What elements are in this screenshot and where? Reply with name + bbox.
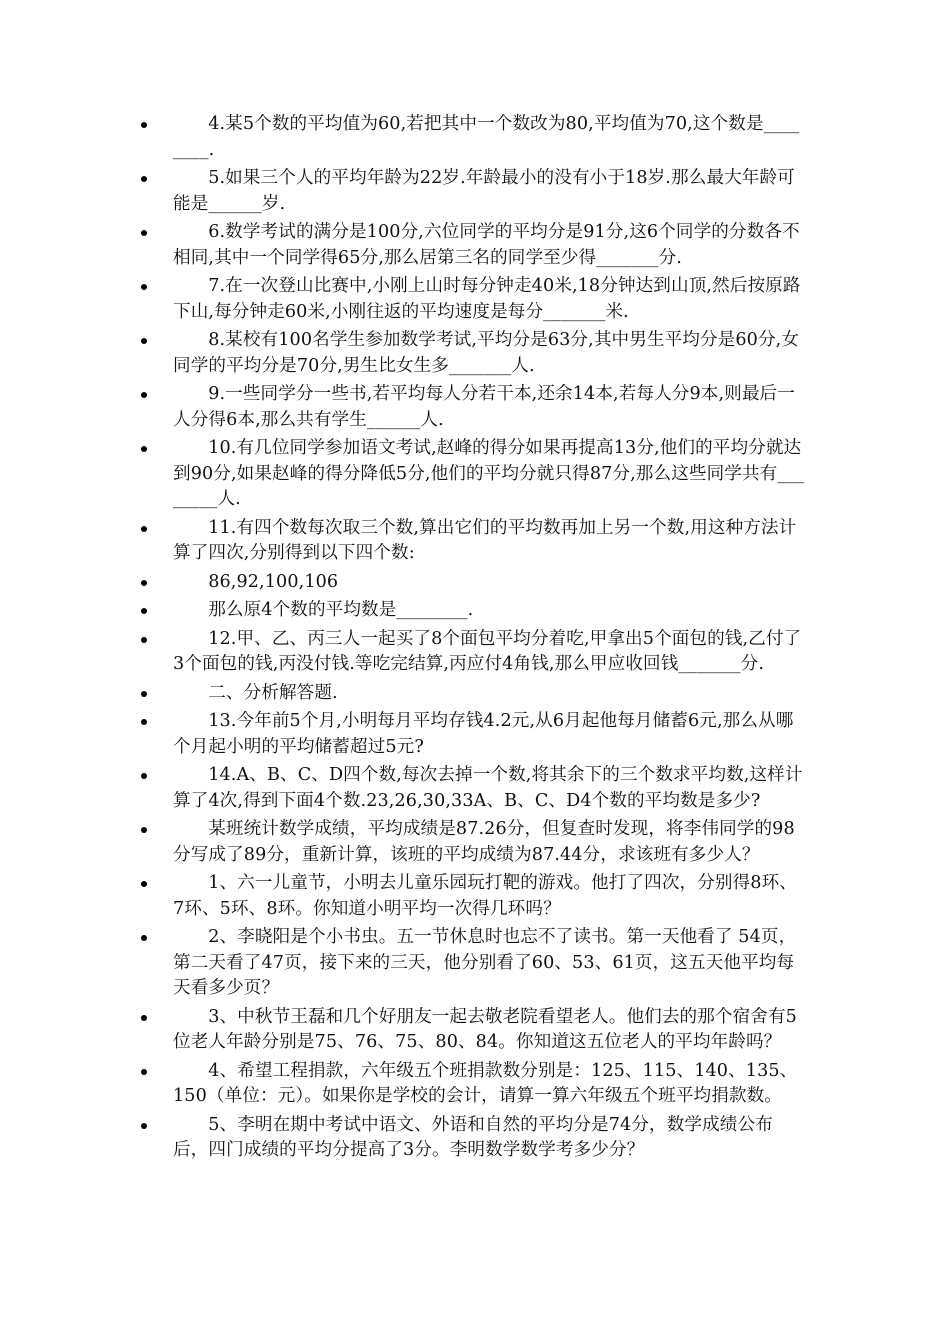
bullet-icon	[141, 392, 147, 398]
list-item	[0, 817, 805, 868]
bullet-icon	[141, 935, 147, 941]
list-item	[0, 763, 805, 814]
item-text: 10.有几位同学参加语文考试,赵峰的得分如果再提高13分,他们的平均分就达到90分,如果赵峰的得分降低5分,他们的平均分就只得87分,那么这些同学共有________人.	[173, 438, 805, 509]
item-text: 14.A、B、C、D四个数,每次去掉一个数,将其余下的三个数求平均数,这样计算了4次,得到下面4个数.23,26,30,33A、B、C、D4个数的平均数是多少?	[173, 765, 803, 811]
bullet-icon	[141, 1015, 147, 1021]
list-item	[0, 681, 805, 707]
item-text: 13.今年前5个月,小明每月平均存钱4.2元,从6月起他每月储蓄6元,那么从哪个月起小明的平均储蓄超过5元?	[173, 711, 794, 757]
bullet-icon	[141, 176, 147, 182]
bullet-icon	[141, 691, 147, 697]
item-text: 5.如果三个人的平均年龄为22岁.年龄最小的没有小于18岁.那么最大年龄可能是______岁.	[173, 168, 795, 214]
bullet-icon	[141, 1069, 147, 1075]
item-text: 3、中秋节王磊和几个好朋友一起去敬老院看望老人。他们去的那个宿舍有5位老人年龄分别是75、76、75、80、84。你知道这五位老人的平均年龄吗？	[173, 1006, 797, 1052]
list-item	[0, 925, 805, 1002]
item-text: 6.数学考试的满分是100分,六位同学的平均分是91分,这6个同学的分数各不相同,其中一个同学得65分,那么居第三名的同学至少得_______分.	[173, 222, 800, 268]
item-text: 1、六一儿童节，小明去儿童乐园玩打靶的游戏。他打了四次，分别得8环、7环、5环、8环。你知道小明平均一次得几环吗？	[173, 873, 797, 919]
bullet-icon	[141, 608, 147, 614]
list-item	[0, 598, 805, 624]
list-item	[0, 570, 805, 596]
bullet-icon	[141, 338, 147, 344]
item-text: 那么原4个数的平均数是________.	[208, 600, 474, 620]
item-text: 12.甲、乙、丙三人一起买了8个面包平均分着吃,甲拿出5个面包的钱,乙付了3个面包的钱,丙没付钱.等吃完结算,丙应付4角钱,那么甲应收回钱_______分.	[173, 628, 802, 674]
question-list	[0, 112, 950, 1167]
list-item	[0, 871, 805, 922]
bullet-icon	[141, 284, 147, 290]
bullet-icon	[141, 827, 147, 833]
bullet-icon	[141, 230, 147, 236]
item-text: 8.某校有100名学生参加数学考试,平均分是63分,其中男生平均分是60分,女同学的平均分是70分,男生比女生多_______人.	[173, 330, 800, 376]
item-text: 4.某5个数的平均值为60,若把其中一个数改为80,平均值为70,这个数是________.	[173, 114, 800, 160]
list-item	[0, 328, 805, 379]
bullet-icon	[141, 719, 147, 725]
list-item	[0, 382, 805, 433]
list-item	[0, 112, 805, 163]
list-item	[0, 1005, 805, 1056]
item-text: 2、李晓阳是个小书虫。五一节休息时也忘不了读书。第一天他看了 54页，第二天看了47页，接下来的三天，他分别看了60、53、61页，这五天他平均每天看多少页？	[173, 927, 797, 998]
bullet-icon	[141, 526, 147, 532]
item-text: 7.在一次登山比赛中,小刚上山时每分钟走40米,18分钟达到山顶,然后按原路下山,每分钟走60米,小刚往返的平均速度是每分_______米.	[173, 276, 801, 322]
list-item	[0, 1113, 805, 1164]
bullet-icon	[141, 1123, 147, 1129]
item-text: 11.有四个数每次取三个数,算出它们的平均数再加上另一个数,用这种方法计算了四次,分别得到以下四个数:	[173, 517, 797, 563]
bullet-icon	[141, 446, 147, 452]
bullet-icon	[141, 773, 147, 779]
bullet-icon	[141, 637, 147, 643]
list-item	[0, 274, 805, 325]
item-text: 某班统计数学成绩，平均成绩是87.26分，但复查时发现，将李伟同学的98分写成了89分，重新计算，该班的平均成绩为87.44分，求该班有多少人？	[173, 819, 795, 865]
bullet-icon	[141, 580, 147, 586]
list-item	[0, 436, 805, 513]
list-item	[0, 1059, 805, 1110]
item-text: 86,92,100,106	[208, 571, 339, 592]
item-text: 4、希望工程捐款，六年级五个班捐款数分别是：125、115、140、135、150（单位：元）。如果你是学校的会计，请算一算六年级五个班平均捐款数。	[173, 1060, 798, 1106]
item-text: 5、李明在期中考试中语文、外语和自然的平均分是74分，数学成绩公布后，四门成绩的平均分提高了3分。李明数学数学考多少分？	[173, 1114, 773, 1160]
list-item	[0, 166, 805, 217]
bullet-icon	[141, 122, 147, 128]
list-item	[0, 709, 805, 760]
bullet-icon	[141, 881, 147, 887]
list-item	[0, 627, 805, 678]
list-item	[0, 220, 805, 271]
item-text: 9.一些同学分一些书,若平均每人分若干本,还余14本,若每人分9本,则最后一人分得6本,那么共有学生______人.	[173, 384, 795, 430]
item-text: 二、分析解答题.	[208, 682, 338, 703]
list-item	[0, 516, 805, 567]
